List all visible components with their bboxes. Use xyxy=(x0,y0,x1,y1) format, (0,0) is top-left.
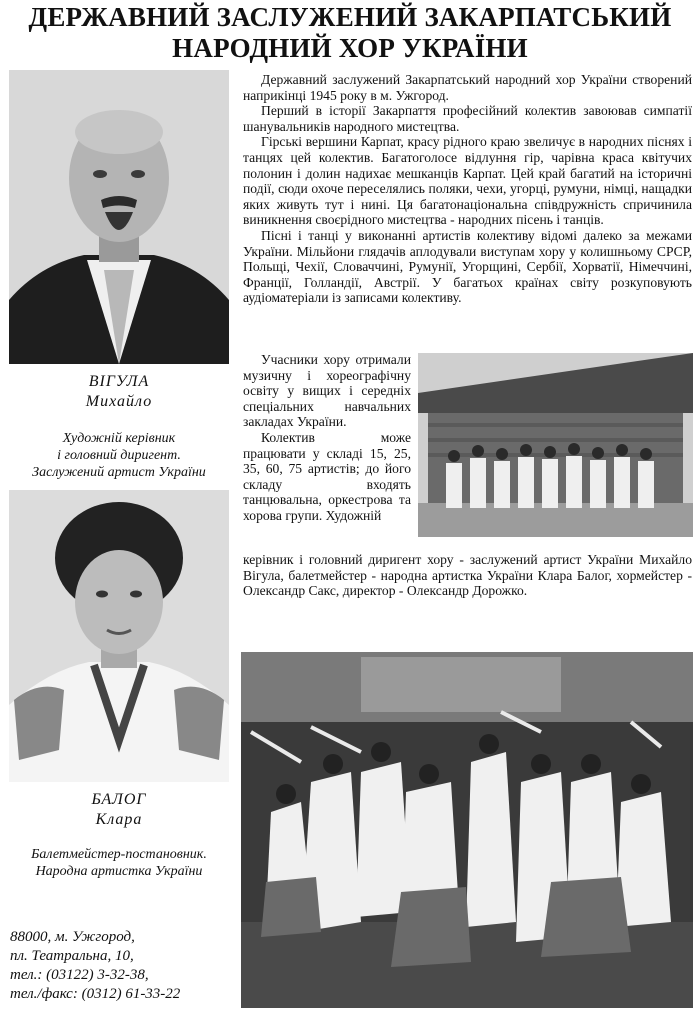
address-line-3: тел.: (03122) 3-32-38, xyxy=(10,967,149,983)
article-text-top xyxy=(243,72,692,306)
paragraph-6a: Колектив може працювати у складі 15, 25, 35, 60, 75 артистів; до його складу входять танцювальна, оркестрова та хорова групи. Художній xyxy=(243,429,411,523)
paragraph-6b: керівник і головний диригент хору - заслужений артист України Михайло Вігула, балетмейстер - народна артистка України Клара Балог, хормейстер - Олександр Сакс, директор - Олександр Дорожко. xyxy=(243,552,692,599)
portrait-photo-balog xyxy=(9,490,229,782)
portrait-photo-vigula xyxy=(9,70,229,364)
title-line-2: НАРОДНИЙ ХОР УКРАЇНИ xyxy=(172,33,528,63)
vigula-role-2: і головний диригент. xyxy=(57,448,181,463)
caption-vigula xyxy=(9,372,229,481)
balog-surname: БАЛОГ xyxy=(91,791,147,808)
contact-address xyxy=(10,928,240,1004)
vigula-role-1: Художній керівник xyxy=(62,431,176,446)
article-text-bottom xyxy=(243,552,692,599)
vigula-role-3: Заслужений артист України xyxy=(32,465,206,480)
dancers-photo xyxy=(241,652,693,1008)
paragraph-1: Державний заслужений Закарпатський народний хор України створений наприкінці 1945 року в м. Ужгород. xyxy=(243,72,692,103)
vigula-name: Михайло xyxy=(85,393,153,410)
article-text-narrow xyxy=(243,352,411,524)
balog-name: Клара xyxy=(95,811,143,828)
address-line-1: 88000, м. Ужгород, xyxy=(10,929,135,945)
balog-role-1: Балетмейстер-постановник. xyxy=(31,847,207,862)
caption-balog xyxy=(9,790,229,880)
address-line-2: пл. Театральна, 10, xyxy=(10,948,134,964)
address-line-4: тел./факс: (0312) 61-33-22 xyxy=(10,986,181,1002)
choir-group-photo xyxy=(418,353,693,537)
balog-role-2: Народна артистка України xyxy=(35,864,203,879)
paragraph-2: Перший в історії Закарпаття професійний колектив завоював симпатії шанувальників народного мистецтва. xyxy=(243,103,692,134)
paragraph-5: Учасники хору отримали музичну і хореографічну освіту у вищих і середніх спеціальних навчальних закладах України. xyxy=(243,352,411,430)
vigula-surname: ВІГУЛА xyxy=(88,373,150,390)
paragraph-3: Гірські вершини Карпат, красу рідного краю звеличує в народних піснях і танцях цей колектив. Багатоголосе відлуння гір, чарівна краса квітучих полонин і долин надихає мешканців Карпат. Цей край багатий на історичні події, сюди охоче переселялись поляки, чехи, угорці, румуни, німці, нащадки яких живуть тут і нині. Ця багатонаціональна співдружність спричинила виникнення своєрідного мистецтва - народних пісень і танців. xyxy=(243,134,692,228)
paragraph-4: Пісні і танці у виконанні артистів колективу відомі далеко за межами України. Мільйони глядачів аплодували виступам хору у колишньому СРСР, Польщі, Чехії, Словаччині, Румунії, Угорщині, Сербії, Хорватії, Німеччині, Франції, Голландії, Австрії. У багатьох країнах світу розкуповують аудіоматеріали із записами колективу. xyxy=(243,227,692,306)
page-title xyxy=(0,2,700,64)
title-line-1: ДЕРЖАВНИЙ ЗАСЛУЖЕНИЙ ЗАКАРПАТСЬКИЙ xyxy=(28,2,672,32)
